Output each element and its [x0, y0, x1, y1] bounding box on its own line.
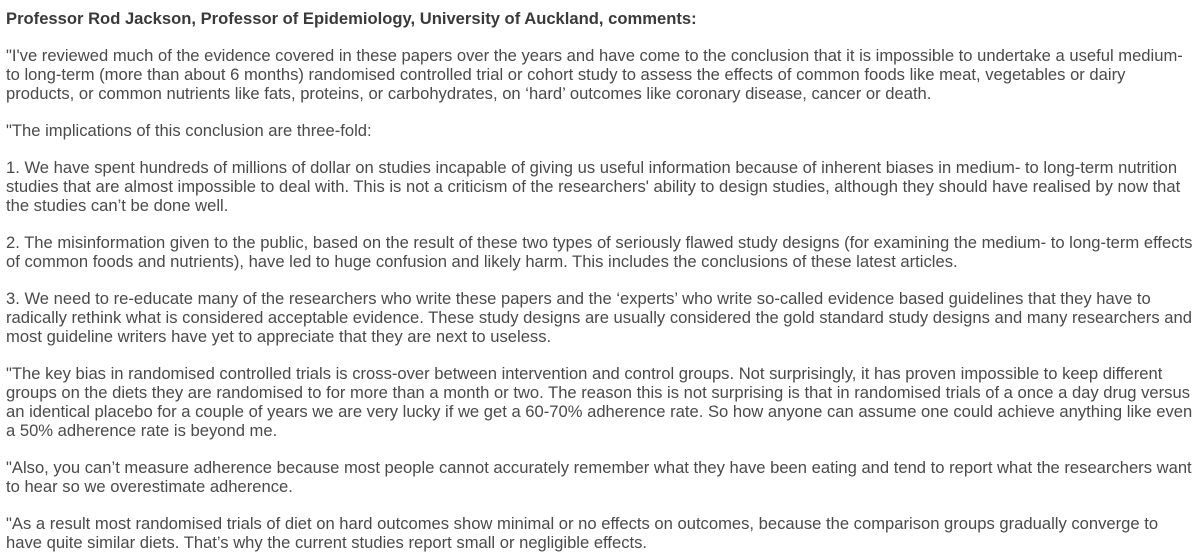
paragraph-adherence: "Also, you can’t measure adherence because most people cannot accurately remember what they have been eating and tend to report what the researchers want to hear so we overestimate adherence. — [6, 458, 1192, 496]
paragraph-point-3: 3. We need to re-educate many of the researchers who write these papers and the ‘experts’ who write so-called evidence based guidelines that they have to radically rethink what is considered acceptable evidence. These study designs are usually considered the gold standard study designs and many researchers and most guideline writers have yet to appreciate that they are next to useless. — [6, 289, 1192, 346]
paragraph-point-2: 2. The misinformation given to the public, based on the result of these two types of seriously flawed study designs (for examining the medium- to long-term effects of common foods and nutrients), have led to huge confusion and likely harm. This includes the conclusions of these latest articles. — [6, 233, 1193, 271]
comment-heading: Professor Rod Jackson, Professor of Epidemiology, University of Auckland, comments: — [6, 9, 697, 28]
paragraph-point-1: 1. We have spent hundreds of millions of dollar on studies incapable of giving us useful information because of inherent biases in medium- to long-term nutrition studies that are almost impossible to deal with. This is not a criticism of the researchers' ability to design studies, although they should have realised by now that the studies can’t be done well. — [6, 158, 1181, 215]
paragraph-result: "As a result most randomised trials of diet on hard outcomes show minimal or no effects on outcomes, because the comparison groups gradually converge to have quite similar diets. That’s why the current studies report small or negligible effects. — [6, 514, 1159, 552]
paragraph-key-bias: "The key bias in randomised controlled trials is cross-over between intervention and control groups. Not surprisingly, it has proven impossible to keep different groups on the diets they are randomised to for more than a month or two. The reason this is not surprising is that in randomised trials of a once a day drug versus an identical placebo for a couple of years we are very lucky if we get a 60-70% adherence rate. So how anyone can assume one could achieve anything like even a 50% adherence rate is beyond me. — [6, 364, 1193, 440]
paragraph-intro: "I've reviewed much of the evidence covered in these papers over the years and have come to the conclusion that it is impossible to undertake a useful medium- to long-term (more than about 6 months) randomised controlled trial or cohort study to assess the effects of common foods like meat, vegetables or dairy products, or common nutrients like fats, proteins, or carbohydrates, on ‘hard’ outcomes like coronary disease, cancer or death. — [6, 46, 1183, 103]
paragraph-implications: "The implications of this conclusion are three-fold: — [6, 121, 372, 140]
